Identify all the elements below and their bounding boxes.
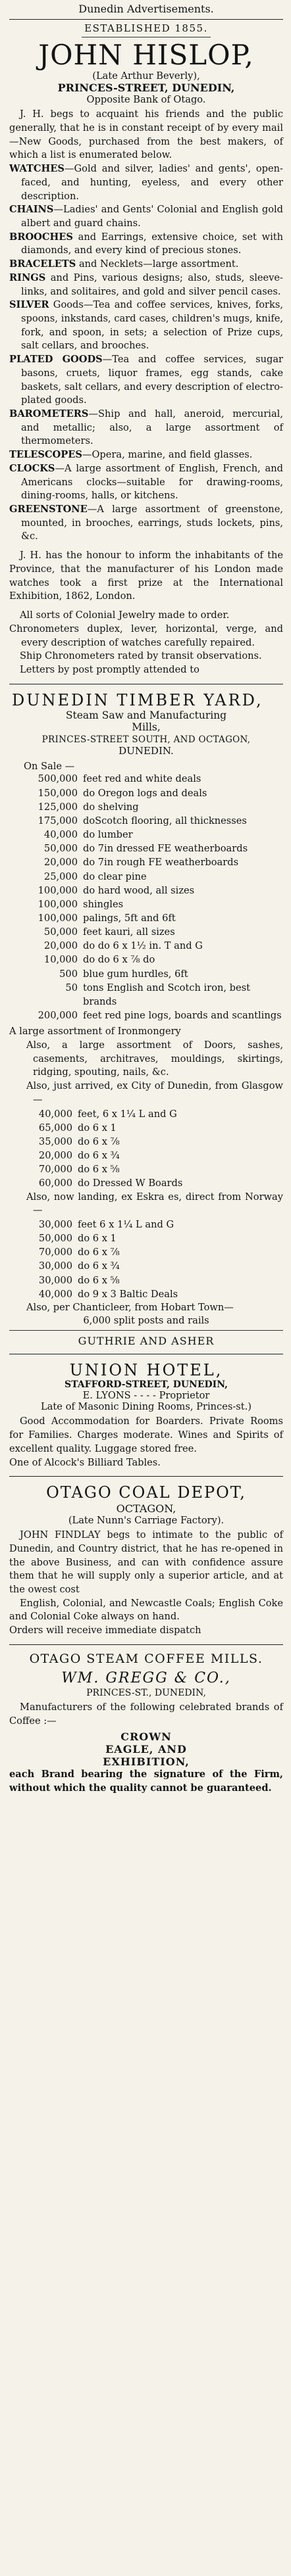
union-accommodation: Good Accommodation for Boarders. Private Rooms for Families. Charges moderate. Wines and Spirits of excellent quality. Luggage stored free.: [9, 1416, 283, 1454]
stock-line: [9, 953, 283, 966]
stock-line: [9, 1231, 283, 1245]
stock-description: doScotch flooring, all thicknesses: [83, 815, 247, 826]
hislop-item-key: PLATED GOODS: [9, 354, 103, 366]
stock-line: [9, 1245, 283, 1259]
coffee-title: OTAGO STEAM COFFEE MILLS.: [29, 1651, 263, 1666]
stock-quantity: 65,000: [38, 1122, 72, 1133]
stock-line: [9, 1176, 283, 1190]
timber-signature: GUTHRIE AND ASHER: [78, 1334, 215, 1347]
union-late: Late of Masonic Dining Rooms, Princes-st.): [41, 1401, 251, 1413]
timber-doors: Also, a large assortment of Doors, sashes, casements, architraves, mouldings, skirtings, ridging, spouting, nails, &c.: [26, 1039, 283, 1078]
stock-quantity: 30,000: [38, 1274, 72, 1286]
stock-line: [9, 1259, 283, 1273]
timber-ironmongery: A large assortment of Ironmongery: [9, 1026, 181, 1038]
hislop-ship: Ship Chronometers rated by transit observations.: [20, 650, 262, 662]
stock-quantity: 30,000: [38, 1218, 72, 1230]
stock-line: [9, 786, 283, 800]
stock-line: [9, 1135, 283, 1149]
stock-line: [9, 1149, 283, 1162]
stock-quantity: 500,000: [38, 773, 78, 785]
union-tables: One of Alcock's Billiard Tables.: [9, 1456, 161, 1468]
stock-quantity: 500: [59, 968, 78, 980]
union-hotel-advertisement: [9, 1361, 283, 1470]
coffee-mills-advertisement: [9, 1652, 283, 1796]
stock-description: do 9 x 3 Baltic Deals: [78, 1288, 178, 1300]
timber-arrived-norway: Also, now landing, ex Eskra es, direct from Norway —: [26, 1191, 283, 1216]
stock-line: [9, 911, 283, 925]
stock-description: do shelving: [83, 801, 139, 813]
stock-quantity: 70,000: [38, 1247, 72, 1258]
hislop-intro: J. H. begs to acquaint his friends and the public generally, that he is in constant receipt of by every mail—New Goods, purchased from the best makers, of which a list is enumerated below.: [9, 108, 283, 161]
stock-line: [9, 828, 283, 842]
divider: [9, 19, 283, 20]
hislop-item-key: RINGS: [9, 272, 46, 283]
stock-description: do 6 x ¾: [78, 1150, 120, 1162]
stock-description: do 6 x ⅝: [78, 1164, 120, 1176]
hislop-item-key: GREENSTONE: [9, 504, 88, 515]
timber-sub2: Mills,: [132, 721, 161, 734]
stock-description: feet red and white deals: [83, 773, 201, 785]
hislop-item: [9, 448, 283, 462]
coal-title: OTAGO COAL DEPOT,: [46, 1483, 246, 1502]
stock-line: [9, 1107, 283, 1121]
stock-line: [9, 1218, 283, 1231]
hislop-honour: J. H. has the honour to inform the inhabitants of the Province, that the manufacturer of his London made watches took a first prize at the International Exhibition, 1862, London.: [9, 550, 283, 602]
hislop-item: [9, 462, 283, 503]
stock-description: do 6 x ⅞: [78, 1247, 120, 1258]
stock-line: [9, 772, 283, 786]
stock-line: [9, 800, 283, 814]
coal-orders: Orders will receive immediate dispatch: [9, 1625, 201, 1636]
hislop-item-key: BAROMETERS: [9, 408, 89, 419]
hislop-opposite: Opposite Bank of Otago.: [86, 94, 206, 106]
stock-description: do 6 x ⅝: [78, 1274, 120, 1286]
stock-quantity: 150,000: [38, 787, 78, 799]
hislop-item-list: [9, 162, 283, 544]
stock-line: [9, 1162, 283, 1176]
hislop-item-key: BROOCHES: [9, 231, 73, 243]
hislop-item-key: WATCHES: [9, 163, 65, 175]
coffee-closing: each Brand bearing the signature of the Firm, without which the quality cannot be guaranteed.: [9, 1769, 283, 1794]
stock-line: [9, 855, 283, 869]
stock-quantity: 200,000: [38, 1010, 78, 1022]
timber-address: PRINCES-STREET SOUTH, AND OCTAGON,: [41, 734, 251, 746]
stock-description: do do 6 x 1½ in. T and G: [83, 940, 203, 952]
timber-sub1: Steam Saw and Manufacturing: [65, 709, 227, 722]
timber-norway-list: [9, 1218, 283, 1301]
timber-onsale: On Sale —: [24, 761, 75, 773]
timber-arrived-glasgow: Also, just arrived, ex City of Dunedin, from Glasgow—: [26, 1080, 283, 1105]
stock-line: [9, 814, 283, 828]
stock-quantity: 100,000: [38, 898, 78, 910]
stock-description: do do 6 x ⅞ do: [83, 954, 155, 966]
stock-description: shingles: [83, 898, 124, 910]
stock-description: tons English and Scotch iron, best brands: [83, 982, 250, 1007]
stock-quantity: 30,000: [38, 1260, 72, 1272]
coffee-crown: CROWN: [120, 1730, 172, 1744]
hislop-late: (Late Arthur Beverly),: [92, 70, 200, 82]
hislop-colonial: All sorts of Colonial Jewelry made to order.: [20, 609, 230, 621]
stock-description: do 6 x ⅞: [78, 1135, 120, 1147]
stock-quantity: 50,000: [43, 843, 78, 855]
header-title: Dunedin Advertisements.: [78, 3, 214, 15]
stock-quantity: 60,000: [38, 1178, 72, 1189]
stock-quantity: 50: [65, 982, 78, 993]
stock-description: palings, 5ft and 6ft: [83, 913, 176, 924]
stock-quantity: 25,000: [43, 871, 78, 882]
timber-glasgow-list: [9, 1107, 283, 1191]
stock-quantity: 20,000: [43, 857, 78, 869]
stock-description: feet red pine logs, boards and scantlings: [83, 1010, 282, 1022]
stock-line: [9, 897, 283, 911]
hislop-street: PRINCES-STREET, DUNEDIN,: [57, 82, 235, 95]
hislop-item-text: —Opera, marine, and field glasses.: [82, 449, 253, 461]
union-street: STAFFORD-STREET, DUNEDIN,: [65, 1379, 228, 1391]
hislop-item: [9, 503, 283, 544]
stock-line: [9, 925, 283, 939]
hislop-item: [9, 258, 283, 272]
hislop-chronometers: Chronometers duplex, lever, horizontal, verge, and every description of watches carefully repaired.: [9, 623, 283, 648]
stock-line: [9, 967, 283, 981]
timber-city: DUNEDIN.: [119, 745, 174, 757]
hislop-name: JOHN HISLOP,: [38, 39, 254, 71]
stock-description: feet, 6 x 1¼ L and G: [78, 1108, 177, 1120]
stock-quantity: 125,000: [38, 801, 78, 813]
divider: [9, 1476, 283, 1477]
hislop-item-text: —A large assortment of greenstone, mounted, in brooches, earrings, studs lockets, pins, &c.: [21, 504, 283, 542]
stock-quantity: 20,000: [43, 940, 78, 952]
coal-octagon: OCTAGON,: [116, 1502, 176, 1515]
stock-quantity: 10,000: [43, 954, 78, 966]
timber-title: DUNEDIN TIMBER YARD,: [12, 690, 263, 709]
stock-description: feet 6 x 1¼ L and G: [78, 1218, 174, 1230]
stock-description: do 7in dressed FE weatherboards: [83, 843, 248, 855]
stock-description: do 6 x 1: [78, 1122, 117, 1133]
stock-line: [9, 884, 283, 897]
hislop-item-text: —Ladies' and Gents' Colonial and English gold albert and guard chains.: [21, 204, 283, 229]
coal-depot-advertisement: [9, 1483, 283, 1638]
stock-line: [9, 842, 283, 855]
stock-line: [9, 870, 283, 884]
stock-quantity: 50,000: [43, 926, 78, 938]
stock-quantity: 70,000: [38, 1164, 72, 1176]
stock-description: do 7in rough FE weatherboards: [83, 857, 239, 869]
hislop-item-text: —Ship and hall, aneroid, mercurial, and metallic; also, a large assortment of thermometers.: [21, 408, 283, 447]
stock-quantity: 35,000: [38, 1135, 72, 1147]
stock-quantity: 20,000: [38, 1150, 72, 1162]
coal-body: JOHN FINDLAY begs to intimate to the public of Dunedin, and Country district, that he has re-opened in the above Business, and can with confidence assure them that he will supply only a superior article, and at the owest cost: [9, 1529, 283, 1595]
union-title: UNION HOTEL,: [69, 1360, 223, 1379]
stock-description: feet kauri, all sizes: [83, 926, 175, 938]
hislop-item: [9, 162, 283, 203]
hislop-item-key: TELESCOPES: [9, 449, 82, 461]
hislop-item-text: —A large assortment of English, French, and Americans clocks—suitable for drawing-rooms, dining-rooms, halls, or kitchens.: [21, 462, 283, 502]
stock-quantity: 40,000: [43, 829, 78, 841]
page-header: [9, 0, 283, 15]
timber-advertisement: [9, 691, 283, 1347]
hislop-item-text: and Earrings, extensive choice, set with diamonds, and every kind of precious stones.: [21, 231, 283, 256]
stock-line: [9, 981, 283, 1009]
hislop-item: [9, 272, 283, 298]
hislop-item-text: Goods—Tea and coffee services, knives, forks, spoons, inkstands, card cases, children's mugs, knife, fork, and spoon, in sets; a selection of Prize cups, salt cellars, and brooches.: [21, 299, 283, 352]
stock-line: [9, 1121, 283, 1135]
stock-line: [9, 1274, 283, 1287]
stock-quantity: 100,000: [38, 884, 78, 896]
coffee-eagle: EAGLE, AND: [105, 1743, 187, 1756]
hislop-item-text: —Gold and silver, ladies' and gents', open-faced, and hunting, eyeless, and every other description.: [21, 163, 283, 202]
stock-line: [9, 1287, 283, 1301]
divider: [9, 1644, 283, 1645]
hislop-advertisement: [9, 22, 283, 677]
coffee-exhibition: EXHIBITION,: [103, 1755, 190, 1769]
hislop-item: [9, 298, 283, 353]
hislop-item-text: and Pins, various designs; also, studs, sleeve-links, and solitaires, and gold and silver pencil cases.: [21, 272, 283, 297]
coffee-firm: WM. GREGG & CO.,: [61, 1669, 231, 1686]
stock-line: [9, 939, 283, 953]
stock-description: do Oregon logs and deals: [83, 787, 207, 799]
hislop-item-text: —Tea and coffee services, sugar basons, cruets, liquor frames, egg stands, cake baskets, salt cellars, and every description of electro-plated goods.: [21, 354, 283, 406]
divider: [9, 1330, 283, 1331]
timber-stock-list: [9, 772, 283, 1022]
hislop-item: [9, 231, 283, 258]
union-proprietor: E. LYONS - - - - Proprietor: [82, 1390, 210, 1402]
stock-quantity: 40,000: [38, 1288, 72, 1300]
coal-late: (Late Nunn's Carriage Factory).: [68, 1515, 225, 1527]
stock-quantity: 100,000: [38, 913, 78, 924]
stock-quantity: 175,000: [38, 815, 78, 826]
stock-description: blue gum hurdles, 6ft: [83, 968, 188, 980]
hislop-item-text: and Necklets—large assortment.: [76, 258, 239, 270]
stock-description: do 6 x 1: [78, 1233, 117, 1245]
stock-quantity: 50,000: [38, 1233, 72, 1245]
hislop-item: [9, 353, 283, 408]
coal-kinds: English, Colonial, and Newcastle Coals; English Coke and Colonial Coke always on hand.: [9, 1597, 283, 1623]
hislop-item: [9, 203, 283, 230]
stock-quantity: 40,000: [38, 1108, 72, 1120]
hislop-item: [9, 408, 283, 448]
coffee-body: Manufacturers of the following celebrated brands of Coffee :—: [9, 1701, 283, 1727]
stock-line: [9, 1009, 283, 1022]
timber-posts: 6,000 split posts and rails: [83, 1314, 209, 1326]
hislop-item-key: CHAINS: [9, 204, 54, 216]
timber-chanticleer: Also, per Chanticleer, from Hobart Town—: [26, 1301, 234, 1313]
stock-description: do lumber: [83, 829, 133, 841]
hislop-letters: Letters by post promptly attended to: [20, 663, 199, 675]
hislop-item-key: CLOCKS: [9, 462, 55, 474]
hislop-item-key: BRACELETS: [9, 258, 76, 270]
established-line: ESTABLISHED 1855.: [84, 22, 208, 34]
coffee-street: PRINCES-ST., DUNEDIN,: [86, 1687, 206, 1698]
hislop-item-key: SILVER: [9, 299, 49, 311]
stock-description: do hard wood, all sizes: [83, 884, 195, 896]
stock-description: do Dressed W Boards: [78, 1178, 183, 1189]
stock-description: do clear pine: [83, 871, 147, 882]
stock-description: do 6 x ¾: [78, 1260, 120, 1272]
